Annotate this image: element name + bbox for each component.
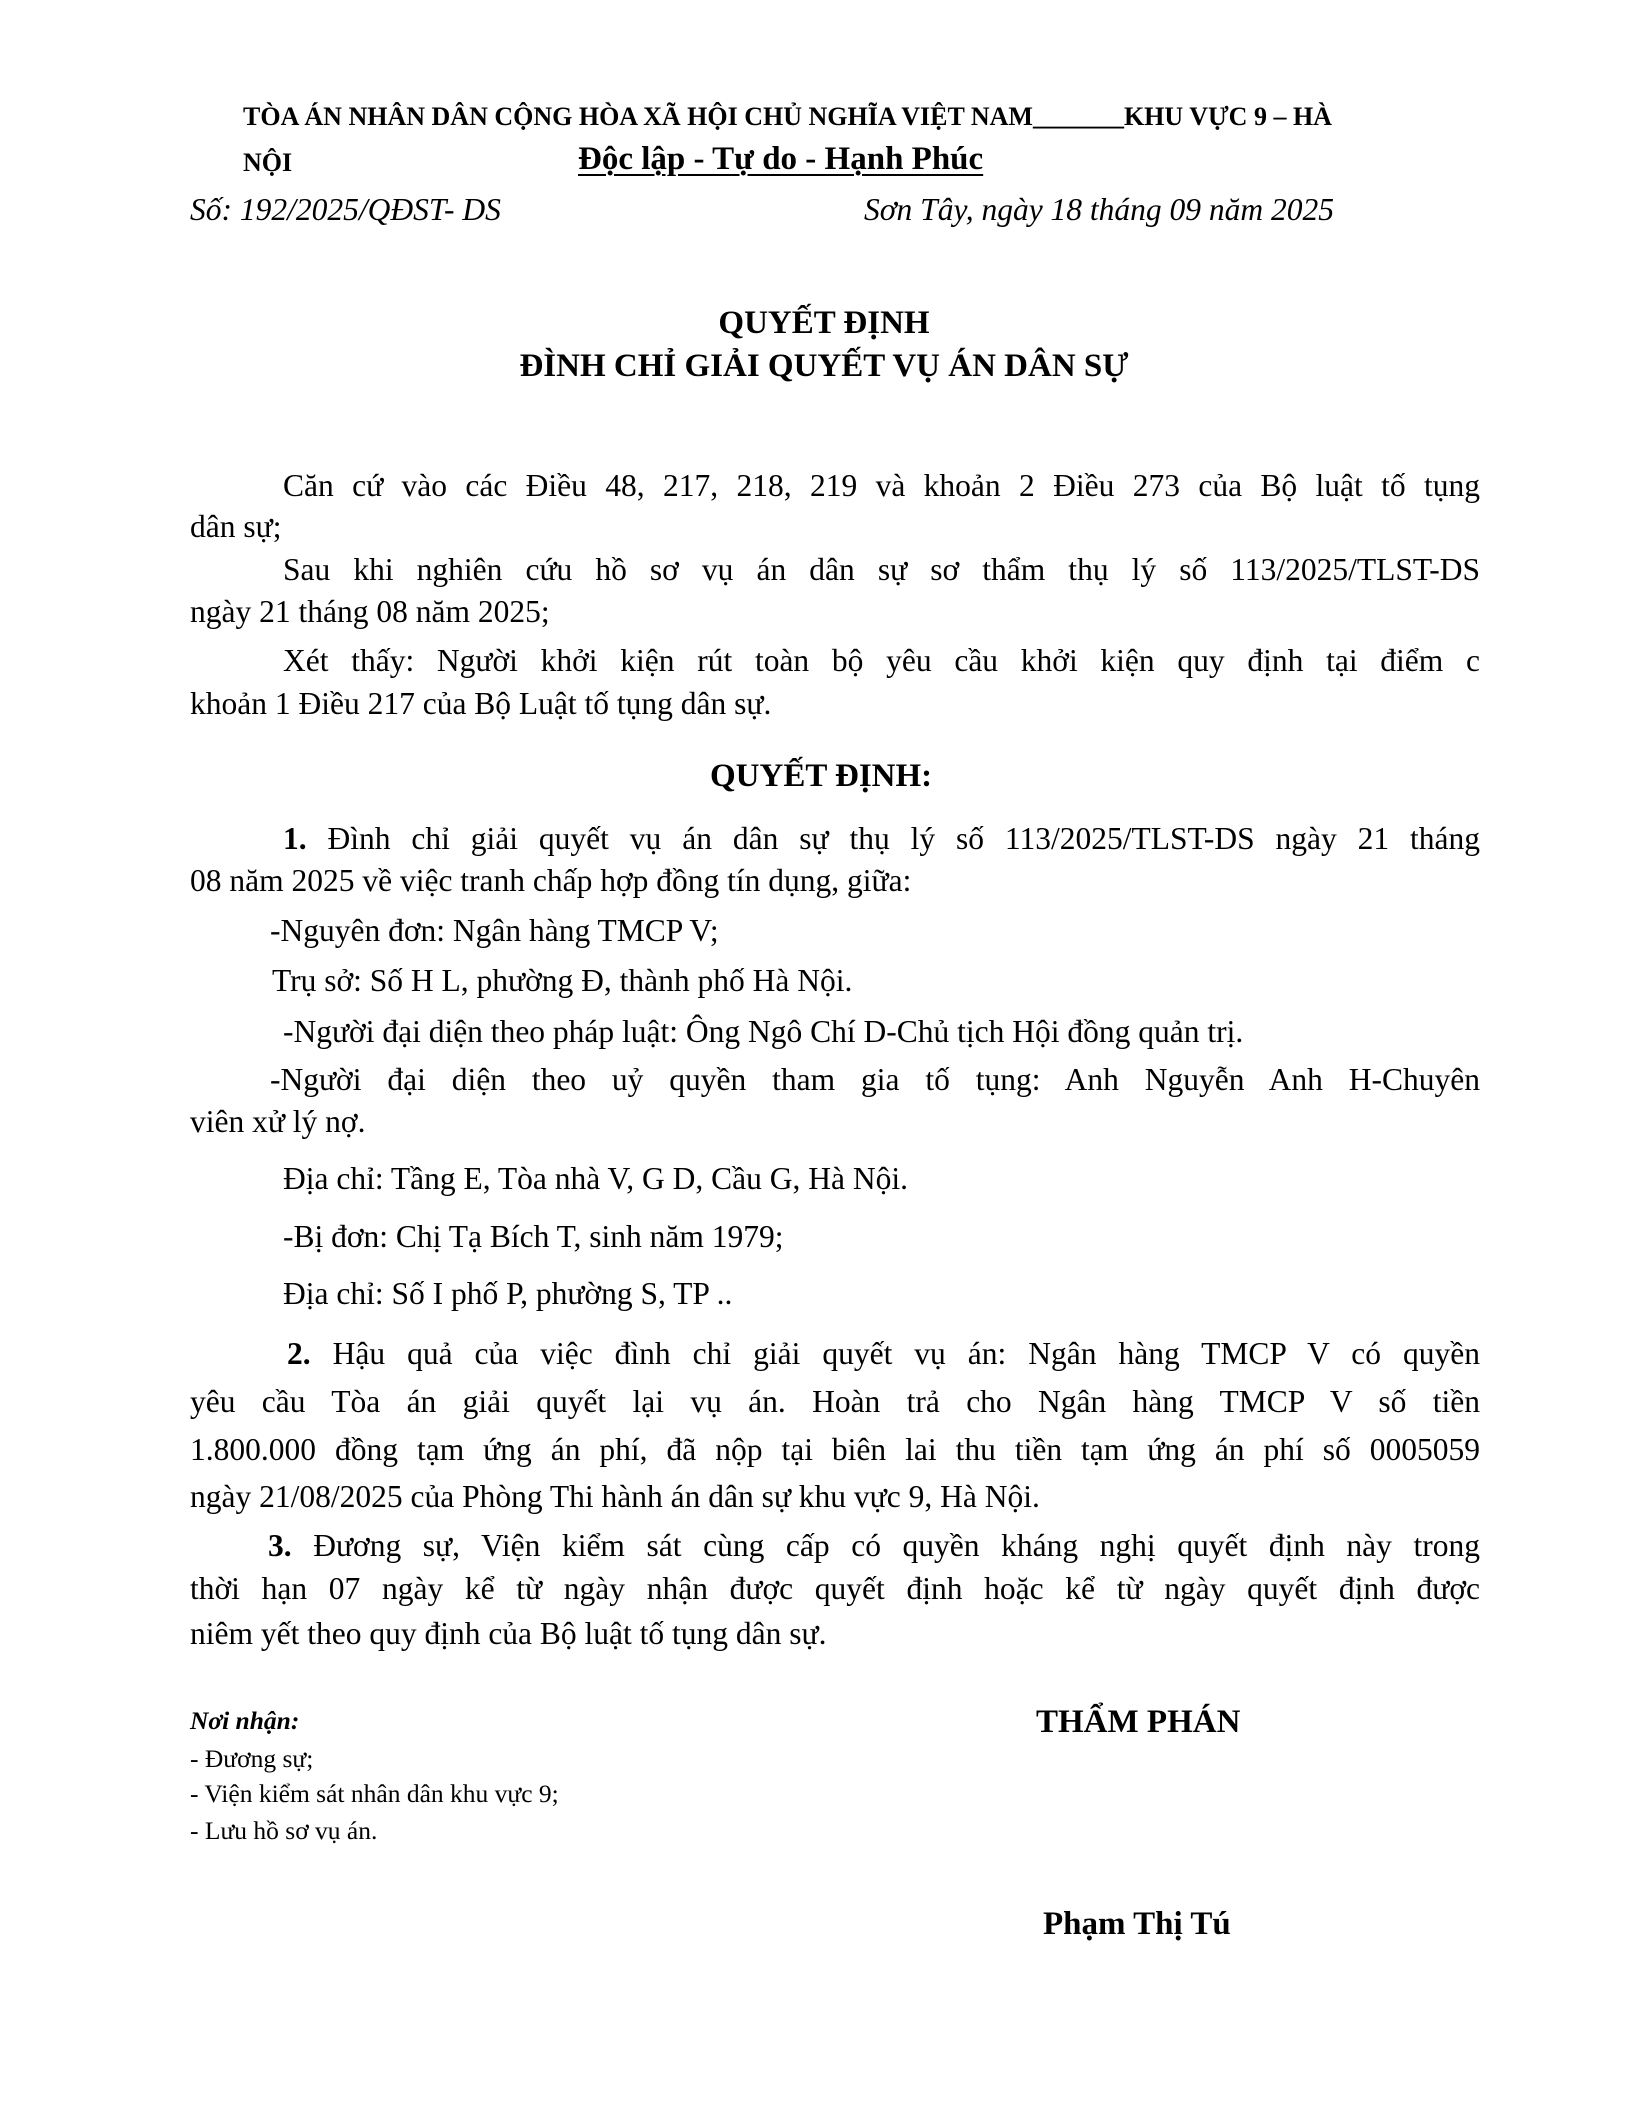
representative-address: Địa chỉ: Tầng E, Tòa nhà V, G D, Cầu G, Hà Nội. (283, 1161, 908, 1196)
item-2-line3: 1.800.000 đồng tạm ứng án phí, đã nộp tại biên lai thu tiền tạm ứng án phí số 0005059 (190, 1432, 1480, 1467)
item-2-line2: yêu cầu Tòa án giải quyết lại vụ án. Hoàn trả cho Ngân hàng TMCP V số tiền (190, 1384, 1480, 1419)
national-motto: Độc lập - Tự do - Hạnh Phúc (578, 141, 984, 177)
document-title: QUYẾT ĐỊNH (718, 305, 930, 341)
item-2-line4: ngày 21/08/2025 của Phòng Thi hành án dân sự khu vực 9, Hà Nội. (190, 1479, 1040, 1514)
item-2-line1: Hậu quả của việc đình chỉ giải quyết vụ án: Ngân hàng TMCP V có quyền (310, 1336, 1480, 1371)
preamble-case-review-cont: ngày 21 tháng 08 năm 2025; (190, 594, 550, 629)
item-3-line2: thời hạn 07 ngày kể từ ngày nhận được quyết định hoặc kể từ ngày quyết định được (190, 1571, 1480, 1606)
plaintiff: -Nguyên đơn: Ngân hàng TMCP V; (270, 913, 719, 948)
recipient-item: - Viện kiểm sát nhân dân khu vực 9; (190, 1779, 559, 1808)
item-1-line2: 08 năm 2025 về việc tranh chấp hợp đồng tín dụng, giữa: (190, 863, 912, 898)
document-number: Số: 192/2025/QĐST- DS (190, 192, 501, 227)
item-1-line1: Đình chỉ giải quyết vụ án dân sự thụ lý số 113/2025/TLST-DS ngày 21 tháng (306, 821, 1480, 856)
plaintiff-headquarters: Trụ sở: Số H L, phường Đ, thành phố Hà Nội. (272, 963, 853, 998)
preamble-case-review: Sau khi nghiên cứu hồ sơ vụ án dân sự sơ thẩm thụ lý số 113/2025/TLST-DS (283, 552, 1480, 587)
defendant: -Bị đơn: Chị Tạ Bích T, sinh năm 1979; (283, 1219, 784, 1254)
recipient-item: - Lưu hồ sơ vụ án. (190, 1816, 378, 1845)
preamble-finding: Xét thấy: Người khởi kiện rút toàn bộ yêu cầu khởi kiện quy định tại điểm c (283, 643, 1480, 678)
item-1-text (283, 823, 1480, 855)
document-subtitle: ĐÌNH CHỈ GIẢI QUYẾT VỤ ÁN DÂN SỰ (519, 348, 1129, 384)
recipients-label: Nơi nhận: (190, 1706, 300, 1735)
header-blank-line: _______ (1032, 102, 1124, 131)
preamble-legal-basis-cont: dân sự; (190, 509, 282, 544)
decision-heading: QUYẾT ĐỊNH: (710, 758, 933, 794)
recipient-item: - Đương sự; (190, 1744, 314, 1773)
item-3-line3: niêm yết theo quy định của Bộ luật tố tụng dân sự. (190, 1616, 827, 1651)
header-right-text: KHU VỰC 9 – HÀ (1123, 102, 1332, 131)
signer-title: THẨM PHÁN (1036, 1704, 1241, 1740)
item-3-number: 3. (268, 1528, 292, 1563)
authorized-representative-cont: viên xử lý nợ. (190, 1104, 366, 1139)
defendant-address: Địa chỉ: Số I phố P, phường S, TP .. (283, 1276, 733, 1311)
legal-representative: -Người đại diện theo pháp luật: Ông Ngô Chí D-Chủ tịch Hội đồng quản trị. (283, 1014, 1244, 1049)
item-2-number: 2. (287, 1336, 311, 1371)
item-2-text (287, 1338, 1480, 1370)
signer-name: Phạm Thị Tú (1043, 1906, 1231, 1942)
item-3-line1: Đương sự, Viện kiểm sát cùng cấp có quyền kháng nghị quyết định này trong (291, 1528, 1480, 1563)
place-and-date: Sơn Tây, ngày 18 tháng 09 năm 2025 (864, 192, 1335, 227)
item-3-text (268, 1530, 1480, 1562)
header-line2: NỘI (243, 148, 293, 177)
preamble-finding-cont: khoản 1 Điều 217 của Bộ Luật tố tụng dân sự. (190, 686, 772, 721)
header-left-text: TÒA ÁN NHÂN DÂN CỘNG HÒA XÃ HỘI CHỦ NGHĨA VIỆT NAM (243, 102, 1033, 131)
authorized-representative: -Người đại diện theo uỷ quyền tham gia tố tụng: Anh Nguyễn Anh H-Chuyên (270, 1062, 1480, 1097)
item-1-number: 1. (283, 821, 307, 856)
court-name-header (243, 104, 1332, 130)
preamble-legal-basis: Căn cứ vào các Điều 48, 217, 218, 219 và khoản 2 Điều 273 của Bộ luật tố tụng (283, 468, 1480, 503)
